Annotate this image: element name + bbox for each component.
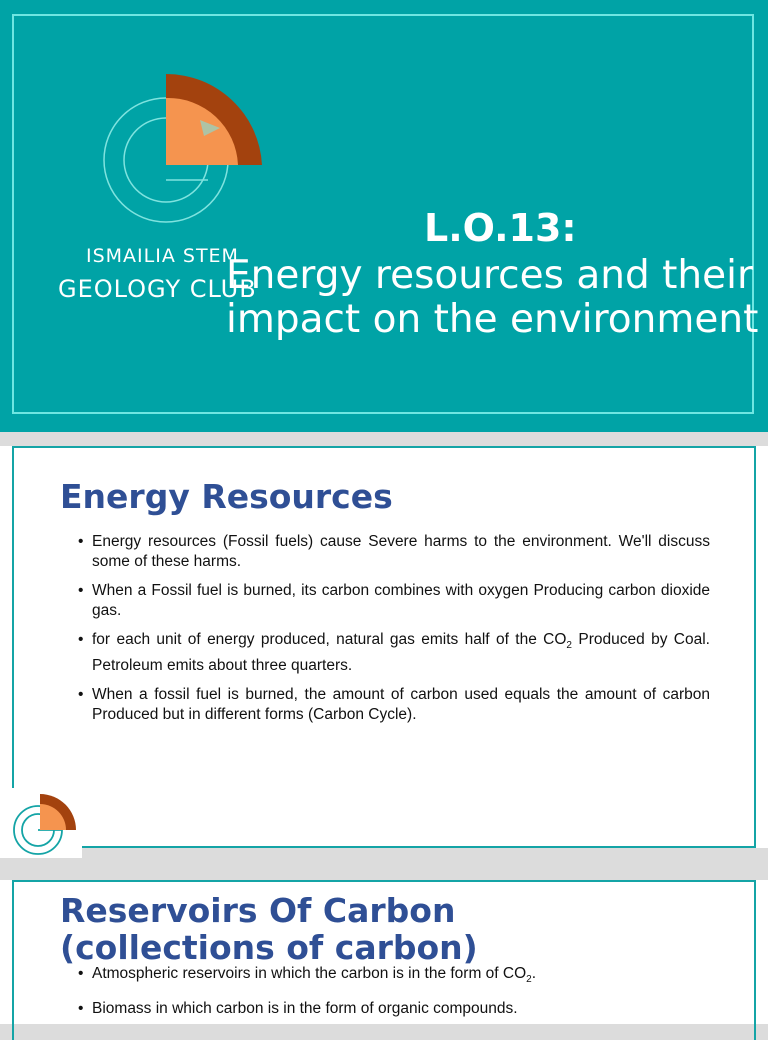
geology-club-logo-icon [100,70,270,240]
list-item: • When a fossil fuel is burned, the amount of carbon used equals the amount of carbon Produced but in different forms (Carbon Cycle). [78,685,710,725]
logo-corner [0,788,82,858]
title-line2: (collections of carbon) [60,928,478,967]
energy-resources-slide [0,446,768,848]
geology-club-logo-small-icon [12,792,78,856]
learning-objective-title: L.O.13: [424,206,577,250]
list-item [78,964,710,990]
slide-title: Energy Resources [60,477,393,516]
reservoirs-of-carbon-slide [0,880,768,1024]
bullet-text: Produced by Coal. Petroleum emits about three quarters. [92,631,710,675]
title-slide [0,0,768,432]
bullet-text: Atmospheric reservoirs in which the carbon is in the form of CO [92,965,527,982]
list-item: • Energy resources (Fossil fuels) cause Severe harms to the environment. We'll discuss some of these harms. [78,532,710,572]
club-name-line2: GEOLOGY CLUB [58,275,257,303]
subscript: 2 [566,640,572,652]
title-line1: Reservoirs Of Carbon [60,891,456,930]
subtitle-line2: impact on the environment [226,297,759,342]
bullet-list [78,964,710,1028]
learning-objective-subtitle [226,254,768,342]
slide-title [60,892,478,966]
bullet-list [78,532,710,734]
list-item [78,630,710,676]
subscript: 2 [526,974,532,986]
list-item: • Biomass in which carbon is in the form of organic compounds. [78,999,710,1019]
club-name-line1: ISMAILIA STEM [86,245,239,267]
subtitle-line1: Energy resources and their [226,254,753,298]
bullet-text: . [531,965,537,982]
bullet-text: for each unit of energy produced, natural gas emits half of the CO [92,631,567,648]
list-item: • When a Fossil fuel is burned, its carbon combines with oxygen Producing carbon dioxide gas. [78,581,710,621]
